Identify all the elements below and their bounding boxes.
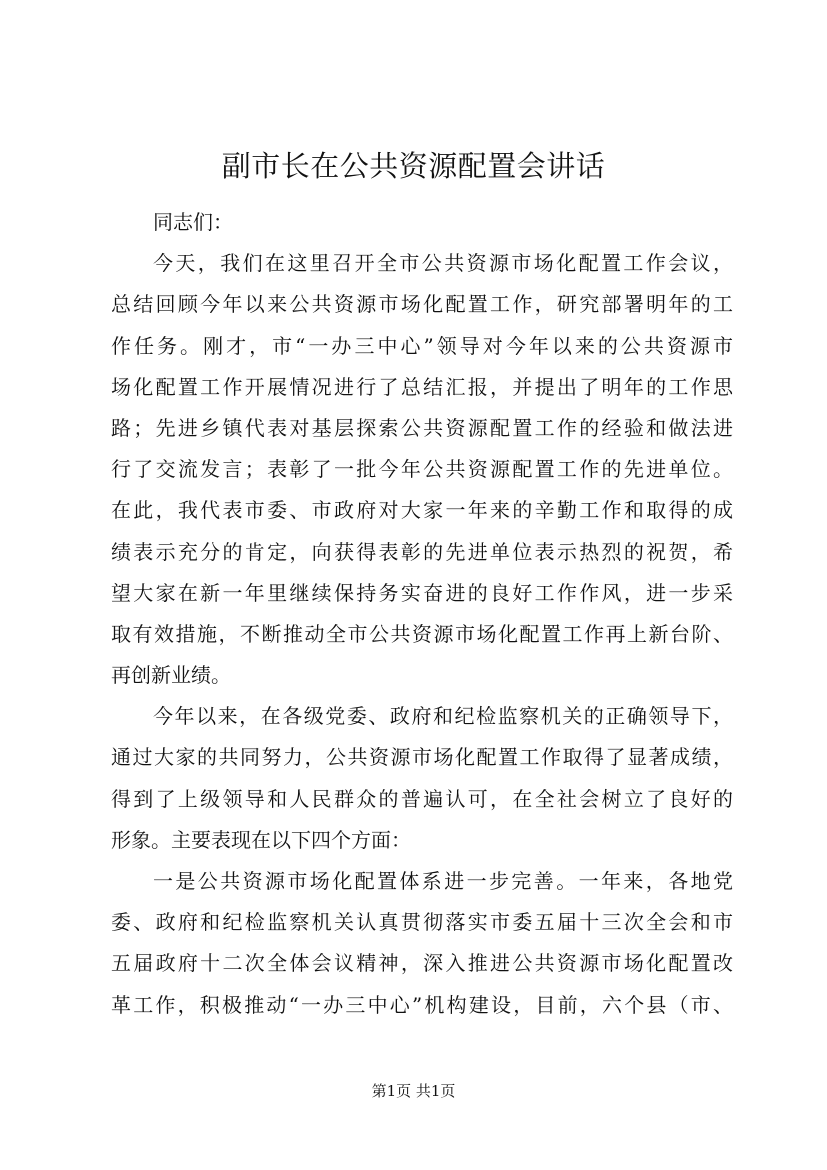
paragraph-line: 革工作，积极推动“一办三中心”机构建设，目前，六个县（市、: [111, 992, 733, 1017]
paragraph-line: 委、政府和纪检监察机关认真贯彻落实市委五届十三次全会和市: [111, 910, 733, 935]
paragraph-line: 望大家在新一年里继续保持务实奋进的良好工作作风，进一步采: [111, 580, 733, 605]
paragraph-line: 路；先进乡镇代表对基层探索公共资源配置工作的经验和做法进: [111, 415, 733, 440]
paragraph-line: 五届政府十二次全体会议精神，深入推进公共资源市场化配置改: [111, 951, 733, 976]
paragraph-line: 绩表示充分的肯定，向获得表彰的先进单位表示热烈的祝贺，希: [111, 539, 733, 564]
paragraph-line: 通过大家的共同努力，公共资源市场化配置工作取得了显著成绩，: [111, 745, 733, 770]
paragraph-line: 取有效措施，不断推动全市公共资源市场化配置工作再上新台阶、: [111, 621, 733, 646]
paragraph-line: 场化配置工作开展情况进行了总结汇报，并提出了明年的工作思: [111, 374, 733, 399]
paragraph-line: 今天，我们在这里召开全市公共资源市场化配置工作会议，: [153, 251, 733, 276]
paragraph-line: 行了交流发言；表彰了一批今年公共资源配置工作的先进单位。: [111, 457, 733, 482]
salutation-line: 同志们：: [153, 210, 233, 234]
paragraph-line: 作任务。刚才，市“一办三中心”领导对今年以来的公共资源市: [111, 333, 733, 358]
paragraph-line: 得到了上级领导和人民群众的普遍认可，在全社会树立了良好的: [111, 786, 733, 811]
paragraph-line: 今年以来，在各级党委、政府和纪检监察机关的正确领导下，: [153, 704, 733, 729]
document-body: [111, 202, 733, 1026]
paragraph-line: 一是公共资源市场化配置体系进一步完善。一年来，各地党: [153, 869, 733, 893]
page-footer: 第1页 共1页: [371, 1082, 456, 1100]
document-title: 副市长在公共资源配置会讲话: [221, 149, 606, 183]
paragraph-line: 再创新业绩。: [111, 663, 231, 688]
paragraph-line: 形象。主要表现在以下四个方面：: [111, 827, 411, 852]
paragraph-line: 总结回顾今年以来公共资源市场化配置工作，研究部署明年的工: [111, 292, 733, 317]
paragraph-line: 在此，我代表市委、市政府对大家一年来的辛勤工作和取得的成: [111, 498, 733, 523]
